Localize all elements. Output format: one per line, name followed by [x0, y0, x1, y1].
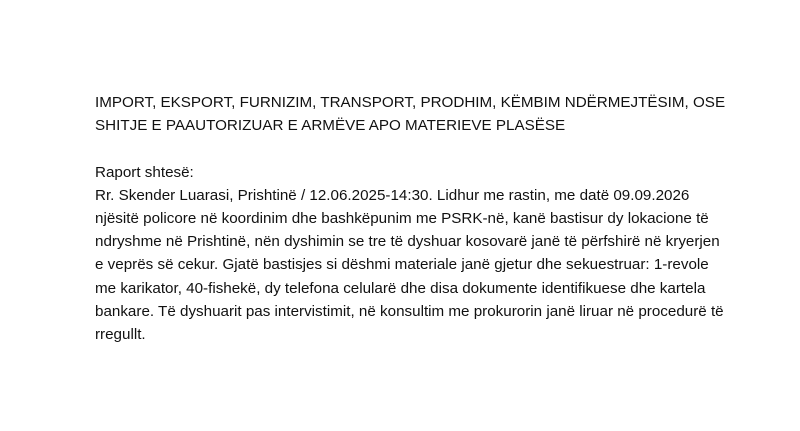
report-text-line: e veprës së cekur. Gjatë bastisjes si dëshmi materiale janë gjetur dhe sekuestruar: 1-revole — [95, 256, 709, 274]
report-text-line: ndryshme në Prishtinë, nën dyshimin se tre të dyshuar kosovarë janë të përfshirë në kryerjen — [95, 233, 720, 251]
report-heading: Raport shtesë: — [95, 163, 194, 181]
title-line: IMPORT, EKSPORT, FURNIZIM, TRANSPORT, PRODHIM, KËMBIM NDËRMEJTËSIM, OSE — [95, 94, 726, 111]
report-text-line: rregullt. — [95, 326, 146, 344]
paragraph-gap — [95, 137, 735, 160]
title-line: SHITJE E PAAUTORIZUAR E ARMËVE APO MATERIEVE PLASËSE — [95, 117, 566, 135]
report-text-line: me karikator, 40-fishekë, dy telefona celularë dhe disa dokumente identifikuese dhe kartela — [95, 279, 706, 297]
report-text-line: bankare. Të dyshuarit pas intervistimit, në konsultim me prokurorin janë liruar në procedurë të — [95, 302, 724, 320]
report-text-line: Rr. Skender Luarasi, Prishtinë / 12.06.2025-14:30. Lidhur me rastin, me datë 09.09.2026 — [95, 186, 690, 204]
report-section — [95, 161, 735, 347]
report-title — [95, 91, 735, 137]
document-body — [95, 91, 735, 346]
report-text-line: njësitë policore në koordinim dhe bashkëpunim me PSRK-në, kanë bastisur dy lokacione të — [95, 210, 709, 227]
